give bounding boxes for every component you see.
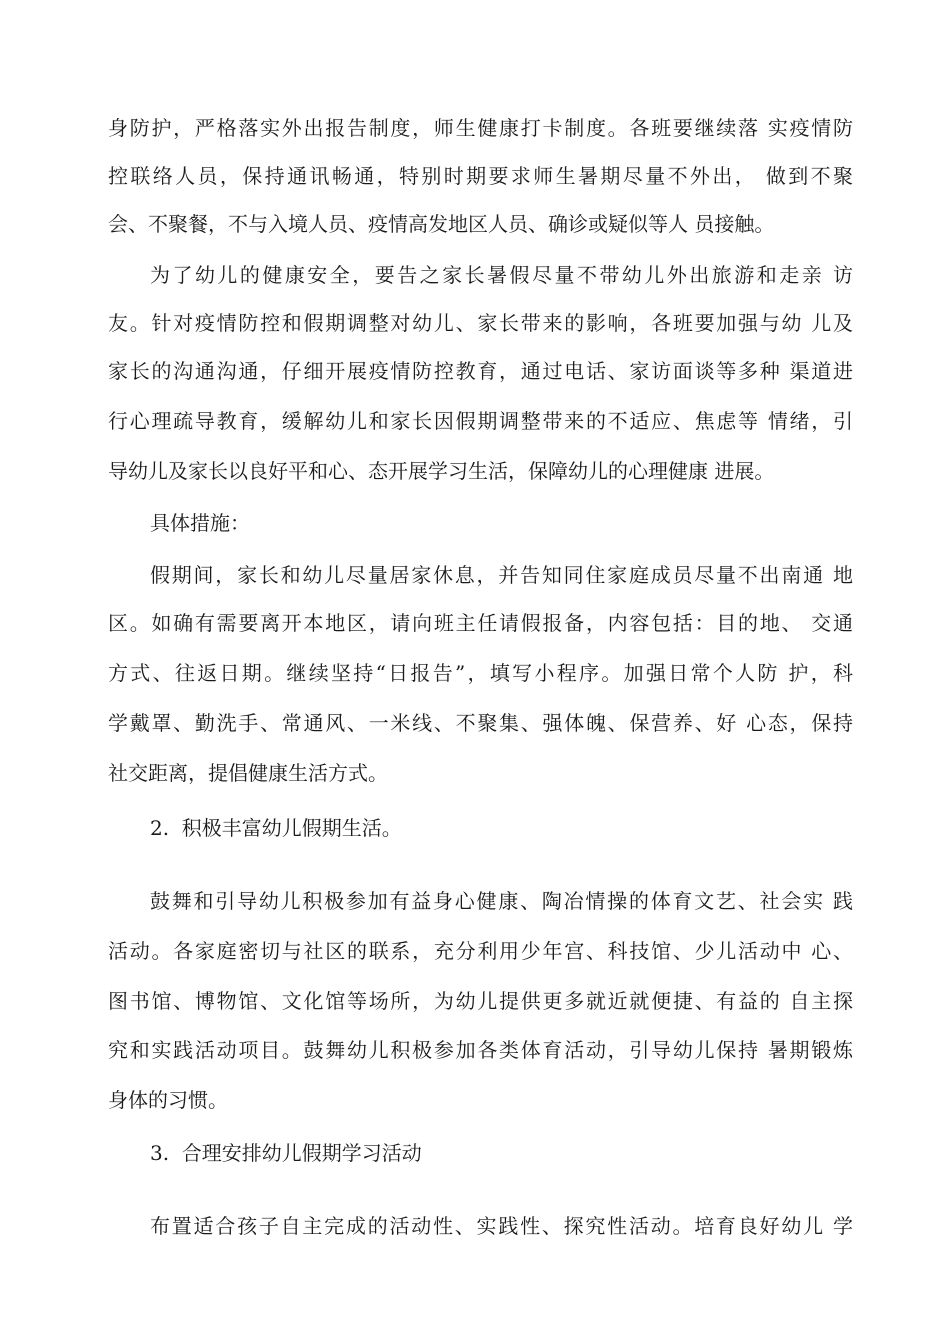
body-line-12: 方式、往返日期。继续坚持“日报告”，填写小程序。加强日常个人防 护，科 bbox=[108, 661, 853, 685]
body-line-10: 假期间，家长和幼儿尽量居家休息，并告知同住家庭成员尽量不出南通 地 bbox=[150, 563, 853, 587]
body-line-22: 布置适合孩子自主完成的活动性、实践性、探究性活动。培育良好幼儿 学 bbox=[150, 1214, 853, 1238]
body-line-18: 图书馆、博物馆、文化馆等场所，为幼儿提供更多就近就便捷、有益的 自主探 bbox=[108, 989, 853, 1013]
body-line-8: 导幼儿及家长以良好平和心、态开展学习生活，保障幼儿的心理健康 进展。 bbox=[108, 459, 775, 483]
body-line-11: 区。如确有需要离开本地区，请向班主任请假报备，内容包括：目的地、 交通 bbox=[108, 611, 853, 635]
body-line-13: 学戴罩、勤洗手、常通风、一米线、不聚集、强体魄、保营养、好 心态，保持 bbox=[108, 711, 853, 735]
body-line-6: 家长的沟通沟通，仔细开展疫情防控教育，通过电话、家访面谈等多种 渠道进 bbox=[108, 359, 853, 383]
body-line-16: 鼓舞和引导幼儿积极参加有益身心健康、陶冶情操的体育文艺、社会实 践 bbox=[150, 889, 853, 913]
body-line-1: 身防护，严格落实外出报告制度，师生健康打卡制度。各班要继续落 实疫情防 bbox=[108, 116, 853, 140]
body-line-19: 究和实践活动项目。鼓舞幼儿积极参加各类体育活动，引导幼儿保持 暑期锻炼 bbox=[108, 1038, 853, 1062]
body-line-5: 友。针对疫情防控和假期调整对幼儿、家长带来的影响，各班要加强与幼 儿及 bbox=[108, 311, 853, 335]
section-heading-3: 3. 合理安排幼儿假期学习活动 bbox=[150, 1141, 422, 1165]
body-line-4: 为了幼儿的健康安全，要告之家长暑假尽量不带幼儿外出旅游和走亲 访 bbox=[150, 263, 853, 287]
body-line-3: 会、不聚餐，不与入境人员、疫情高发地区人员、确诊或疑似等人 员接触。 bbox=[108, 212, 775, 236]
body-line-14: 社交距离，提倡健康生活方式。 bbox=[108, 761, 388, 785]
body-line-20: 身体的习惯。 bbox=[108, 1088, 228, 1112]
section-label-measures: 具体措施： bbox=[150, 511, 250, 535]
body-line-7: 行心理疏导教育，缓解幼儿和家长因假期调整带来的不适应、焦虑等 情绪，引 bbox=[108, 409, 853, 433]
section-heading-2: 2. 积极丰富幼儿假期生活。 bbox=[150, 816, 402, 840]
body-line-2: 控联络人员，保持通讯畅通，特别时期要求师生暑期尽量不外出， 做到不聚 bbox=[108, 164, 853, 188]
body-line-17: 活动。各家庭密切与社区的联系，充分利用少年宫、科技馆、少儿活动中 心、 bbox=[108, 939, 853, 963]
